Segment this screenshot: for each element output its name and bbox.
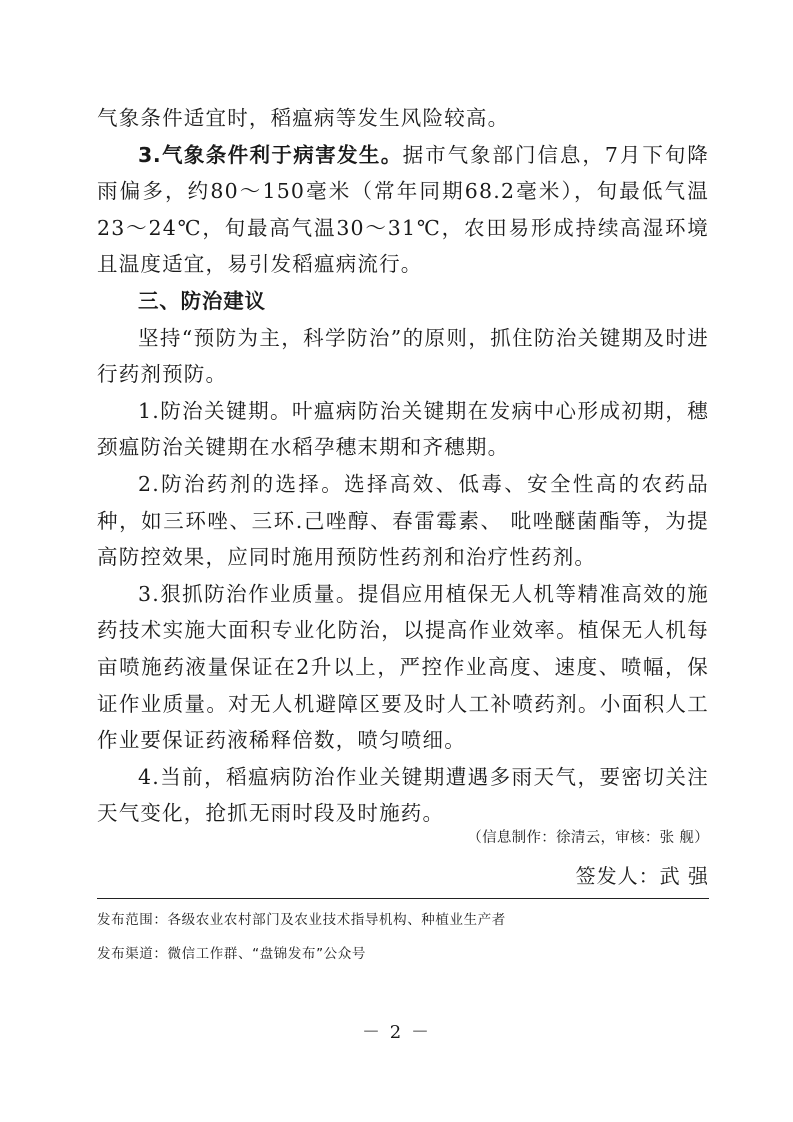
- paragraph-weather-conditions-body: 据市气象部门信息，7月下旬降雨偏多，约80～150毫米（常年同期68.2毫米），旬最低气温23～24℃，旬最高气温30～31℃，农田易形成持续高湿环境且温度适宜，易引发稻瘟病流行。: [97, 142, 710, 277]
- paragraph-operation-quality: 3.狠抓防治作业质量。提倡应用植保无人机等精准高效的施药技术实施大面积专业化防治，以提高作业效率。植保无人机每亩喷施药液量保证在2升以上，严控作业高度、速度、喷幅，保证作业质量。对无人机避障区要及时人工补喷药剂。小面积人工作业要保证药液稀释倍数，喷匀喷细。: [97, 581, 709, 753]
- paragraph-weather-conditions-lead: 3.气象条件利于病害发生。: [138, 142, 403, 167]
- footer-distribution-channel: 发布渠道：微信工作群、“盘锦发布”公众号: [97, 946, 366, 962]
- page-number: － 2 －: [362, 1022, 431, 1043]
- paragraph-key-period: 1.防治关键期。叶瘟病防治关键期在发病中心形成初期，穗颈瘟防治关键期在水稻孕穗末期和齐穗期。: [97, 398, 709, 460]
- paragraph-rainy-weather: 4.当前，稻瘟病防治作业关键期遭遇多雨天气，要密切关注天气变化，抢抓无雨时段及时施药。: [97, 764, 709, 826]
- signer-line: 签发人：武 强: [575, 864, 709, 888]
- paragraph-weather-risk: 气象条件适宜时，稻瘟病等发生风险较高。: [97, 106, 510, 130]
- credit-line: （信息制作：徐清云，审核：张 舰）: [467, 830, 709, 846]
- paragraph-principle: 坚持“预防为主，科学防治”的原则，抓住防治关键期及时进行药剂预防。: [97, 325, 709, 387]
- footer-divider: [97, 898, 709, 899]
- section-heading-prevention: 三、防治建议: [138, 288, 266, 313]
- footer-distribution-scope: 发布范围：各级农业农村部门及农业技术指导机构、种植业生产者: [97, 912, 506, 928]
- paragraph-weather-conditions: [97, 137, 709, 283]
- document-body: [97, 100, 709, 832]
- paragraph-pesticide-choice: 2.防治药剂的选择。选择高效、低毒、安全性高的农药品种，如三环唑、三环.己唑醇、春雷霉素、 吡唑醚菌酯等，为提高防控效果，应同时施用预防性药剂和治疗性药剂。: [97, 471, 709, 570]
